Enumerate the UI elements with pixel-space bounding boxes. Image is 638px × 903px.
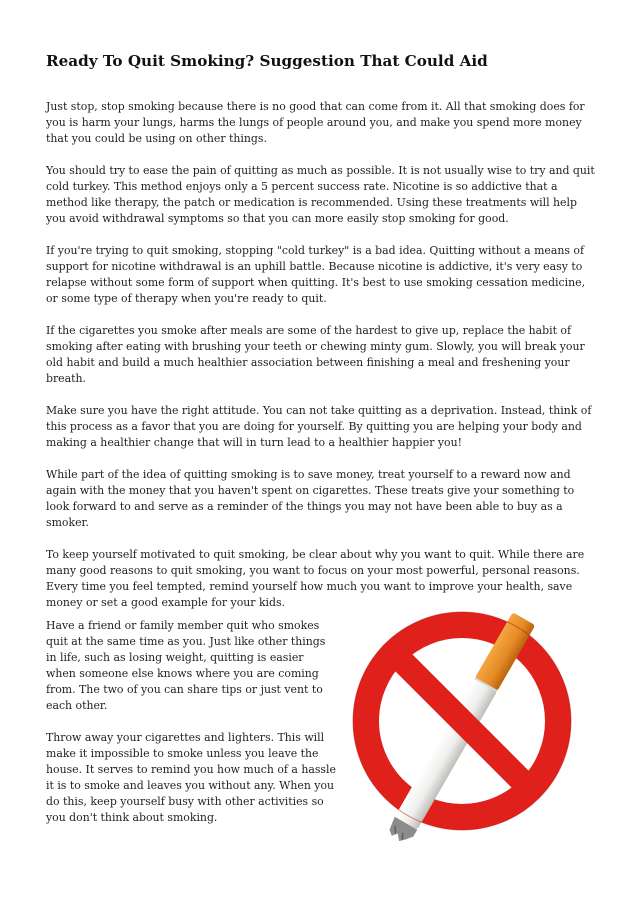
paragraph: Throw away your cigarettes and lighters. This will make it impossible to smoke unless you leave the house. It serves to remind you how much of a hassle it is to smoke and leaves you without any. When you do this, keep yourself busy with other activities so you don't think about smoking.	[46, 731, 336, 824]
document-body	[46, 99, 598, 627]
document-body-lower	[46, 618, 336, 842]
document-title: Ready To Quit Smoking? Suggestion That Could Aid	[46, 52, 488, 70]
prohibition-slash	[395, 654, 529, 788]
no-smoking-icon	[340, 596, 590, 846]
paragraph: Just stop, stop smoking because there is no good that can come from it. All that smoking does for you is harm your lungs, harms the lungs of people around you, and make you spend more money that you could be using on other things.	[46, 100, 585, 145]
paragraph: To keep yourself motivated to quit smoking, be clear about why you want to quit. While there are many good reasons to quit smoking, you want to focus on your most powerful, personal reasons. Every time you feel tempted, remind yourself how much you want to improve your health, save money or set a good example for your kids.	[46, 548, 585, 609]
paragraph: Have a friend or family member quit who smokes quit at the same time as you. Just like other things in life, such as losing weight, quitting is easier when someone else knows where you are coming from. The two of you can share tips or just vent to each other.	[46, 619, 326, 712]
paragraph: If the cigarettes you smoke after meals are some of the hardest to give up, replace the habit of smoking after eating with brushing your teeth or chewing minty gum. Slowly, you will break your old habit and build a much healthier association between finishing a meal and freshening your breath.	[46, 324, 585, 385]
paragraph: If you're trying to quit smoking, stopping "cold turkey" is a bad idea. Quitting without a means of support for nicotine withdrawal is an uphill battle. Because nicotine is addictive, it's very easy to relapse without some form of support when quitting. It's best to use smoking cessation medicine, or some type of therapy when you're ready to quit.	[46, 244, 586, 305]
paragraph: While part of the idea of quitting smoking is to save money, treat yourself to a reward now and again with the money that you haven't spent on cigarettes. These treats give your something to look forward to and serve as a reminder of the things you may not have been able to buy as a smoker.	[46, 468, 575, 529]
paragraph: Make sure you have the right attitude. You can not take quitting as a deprivation. Instead, think of this process as a favor that you are doing for yourself. By quitting you are helping your body and making a healthier change that will in turn lead to a healthier happier you!	[46, 404, 592, 449]
paragraph: You should try to ease the pain of quitting as much as possible. It is not usually wise to try and quit cold turkey. This method enjoys only a 5 percent success rate. Nicotine is so addictive that a method like therapy, the patch or medication is recommended. Using these treatments will help you avoid withdrawal symptoms so that you can more easily stop smoking for good.	[46, 164, 595, 225]
